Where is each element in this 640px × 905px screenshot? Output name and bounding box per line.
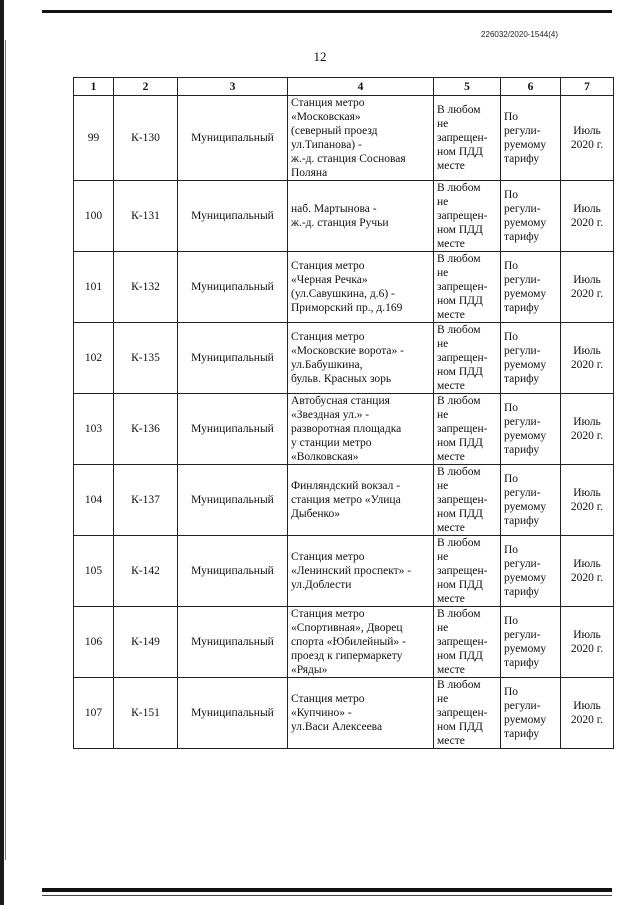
route-path-line: проезд к гипермаркету	[291, 650, 403, 662]
row-number: 106	[84, 636, 103, 648]
route-code-cell	[114, 252, 178, 323]
route-code: К-135	[131, 352, 160, 364]
column-header: 5	[434, 78, 501, 96]
stop-procedure-line: В любом	[437, 395, 481, 407]
stop-procedure-line: не	[437, 118, 449, 130]
start-date-line: 2020 г.	[570, 139, 604, 151]
scan-edge-line	[5, 40, 6, 860]
column-header: 1	[74, 78, 114, 96]
tariff-type-line: тарифу	[504, 153, 540, 165]
route-path-cell	[288, 678, 434, 749]
stop-procedure-line: ном ПДД	[437, 508, 483, 520]
stop-procedure-cell	[434, 252, 501, 323]
column-header: 7	[561, 78, 614, 96]
row-number: 101	[84, 281, 103, 293]
tariff-type-line: По	[504, 331, 519, 343]
route-type-cell	[178, 678, 288, 749]
stop-procedure-line: месте	[437, 451, 465, 463]
stop-procedure-line: В любом	[437, 253, 481, 265]
stop-procedure-line: месте	[437, 309, 465, 321]
start-date-line: 2020 г.	[570, 714, 604, 726]
route-path-line: Станция метро	[291, 693, 365, 705]
row-number: 99	[87, 132, 100, 144]
stop-procedure-line: месте	[437, 380, 465, 392]
tariff-type-line: тарифу	[504, 444, 540, 456]
stop-procedure-line: В любом	[437, 104, 481, 116]
start-date-line: Июль	[573, 629, 601, 641]
stop-procedure-line: не	[437, 693, 449, 705]
table-row	[74, 394, 614, 465]
route-path-line: у станции метро	[291, 437, 372, 449]
route-path-line: «Ленинский проспект» -	[291, 565, 412, 577]
start-date-line: 2020 г.	[570, 430, 604, 442]
route-code-cell	[114, 607, 178, 678]
tariff-type-line: По	[504, 189, 519, 201]
route-path-cell	[288, 181, 434, 252]
tariff-type-line: По	[504, 686, 519, 698]
stop-procedure-line: запрещен-	[437, 281, 488, 293]
table-row	[74, 96, 614, 181]
row-number: 105	[84, 565, 103, 577]
stop-procedure-line: месте	[437, 238, 465, 250]
table-row	[74, 181, 614, 252]
stop-procedure-line: ном ПДД	[437, 146, 483, 158]
row-number: 100	[84, 210, 103, 222]
route-code: К-131	[131, 210, 160, 222]
start-date-cell	[561, 323, 614, 394]
tariff-type-line: руемому	[504, 217, 547, 229]
stop-procedure-line: не	[437, 480, 449, 492]
start-date-line: Июль	[573, 700, 601, 712]
stop-procedure-line: не	[437, 551, 449, 563]
row-number: 104	[84, 494, 103, 506]
route-type: Муниципальный	[191, 281, 274, 293]
route-type: Муниципальный	[191, 636, 274, 648]
start-date-line: 2020 г.	[570, 643, 604, 655]
stop-procedure-line: не	[437, 409, 449, 421]
route-path-cell	[288, 394, 434, 465]
route-path-line: «Московские ворота» -	[291, 345, 404, 357]
table-row	[74, 252, 614, 323]
bottom-rule	[42, 888, 612, 892]
tariff-type-line: руемому	[504, 501, 547, 513]
route-code-cell	[114, 96, 178, 181]
stop-procedure-line: В любом	[437, 679, 481, 691]
stop-procedure-line: ном ПДД	[437, 295, 483, 307]
tariff-type-line: руемому	[504, 359, 547, 371]
stop-procedure-line: В любом	[437, 466, 481, 478]
start-date-line: Июль	[573, 487, 601, 499]
route-code: К-151	[131, 707, 160, 719]
route-path-line: бульв. Красных зорь	[291, 373, 392, 385]
stop-procedure-line: запрещен-	[437, 565, 488, 577]
start-date-cell	[561, 252, 614, 323]
tariff-type-line: тарифу	[504, 728, 540, 740]
route-type: Муниципальный	[191, 132, 274, 144]
route-path-line: «Спортивная», Дворец	[291, 622, 403, 634]
route-code: К-136	[131, 423, 160, 435]
route-type: Муниципальный	[191, 494, 274, 506]
route-type-cell	[178, 607, 288, 678]
tariff-type-line: По	[504, 544, 519, 556]
route-path-line: разворотная площадка	[291, 423, 402, 435]
route-path-line: «Волковская»	[291, 451, 359, 463]
route-path-line: Станция метро	[291, 608, 365, 620]
route-type-cell	[178, 96, 288, 181]
route-path-line: «Звездная ул.» -	[291, 409, 370, 421]
route-path-line: Станция метро	[291, 97, 365, 109]
tariff-type-line: тарифу	[504, 586, 540, 598]
route-path-line: Станция метро	[291, 260, 365, 272]
route-code-cell	[114, 536, 178, 607]
route-code-cell	[114, 678, 178, 749]
route-type-cell	[178, 252, 288, 323]
stop-procedure-line: ном ПДД	[437, 650, 483, 662]
tariff-type-line: тарифу	[504, 515, 540, 527]
row-number-cell	[74, 252, 114, 323]
tariff-type-cell	[501, 536, 561, 607]
start-date-line: 2020 г.	[570, 288, 604, 300]
column-header: 2	[114, 78, 178, 96]
route-path-line: ул.Типанова) -	[291, 139, 362, 151]
route-path-line: «Ряды»	[291, 664, 328, 676]
row-number-cell	[74, 536, 114, 607]
start-date-line: Июль	[573, 558, 601, 570]
stop-procedure-line: не	[437, 622, 449, 634]
stop-procedure-line: В любом	[437, 608, 481, 620]
route-type-cell	[178, 394, 288, 465]
stop-procedure-line: запрещен-	[437, 423, 488, 435]
route-path-line: ж.-д. станция Ручьи	[291, 217, 389, 229]
start-date-line: Июль	[573, 345, 601, 357]
start-date-line: Июль	[573, 416, 601, 428]
stop-procedure-line: запрещен-	[437, 210, 488, 222]
route-type: Муниципальный	[191, 707, 274, 719]
route-path-line: Дыбенко»	[291, 508, 341, 520]
stop-procedure-cell	[434, 323, 501, 394]
stop-procedure-line: запрещен-	[437, 494, 488, 506]
row-number-cell	[74, 96, 114, 181]
route-path-line: спорта «Юбилейный» -	[291, 636, 406, 648]
stop-procedure-line: запрещен-	[437, 707, 488, 719]
tariff-type-line: По	[504, 615, 519, 627]
start-date-cell	[561, 607, 614, 678]
route-type: Муниципальный	[191, 423, 274, 435]
route-type-cell	[178, 465, 288, 536]
route-code-cell	[114, 394, 178, 465]
start-date-cell	[561, 678, 614, 749]
tariff-type-line: регули-	[504, 700, 541, 712]
route-path-line: Приморский пр., д.169	[291, 302, 403, 314]
stop-procedure-line: ном ПДД	[437, 721, 483, 733]
stop-procedure-line: месте	[437, 522, 465, 534]
stop-procedure-line: запрещен-	[437, 636, 488, 648]
tariff-type-line: регули-	[504, 345, 541, 357]
column-header: 6	[501, 78, 561, 96]
stop-procedure-line: запрещен-	[437, 132, 488, 144]
tariff-type-cell	[501, 465, 561, 536]
route-path-line: «Московская»	[291, 111, 361, 123]
stop-procedure-line: не	[437, 338, 449, 350]
row-number: 103	[84, 423, 103, 435]
column-header: 4	[288, 78, 434, 96]
stop-procedure-line: В любом	[437, 324, 481, 336]
tariff-type-line: руемому	[504, 714, 547, 726]
route-path-line: Поляна	[291, 167, 328, 179]
stop-procedure-line: месте	[437, 735, 465, 747]
row-number-cell	[74, 181, 114, 252]
page-number: 12	[313, 49, 327, 64]
stop-procedure-line: В любом	[437, 182, 481, 194]
column-header: 3	[178, 78, 288, 96]
stop-procedure-cell	[434, 678, 501, 749]
route-code-cell	[114, 323, 178, 394]
row-number-cell	[74, 465, 114, 536]
stop-procedure-line: месте	[437, 160, 465, 172]
stop-procedure-line: не	[437, 267, 449, 279]
start-date-cell	[561, 96, 614, 181]
start-date-cell	[561, 465, 614, 536]
tariff-type-line: руемому	[504, 430, 547, 442]
stop-procedure-line: ном ПДД	[437, 366, 483, 378]
route-code: К-149	[131, 636, 160, 648]
route-code: К-142	[131, 565, 160, 577]
tariff-type-cell	[501, 394, 561, 465]
route-code-cell	[114, 465, 178, 536]
route-type-cell	[178, 181, 288, 252]
start-date-cell	[561, 181, 614, 252]
route-type: Муниципальный	[191, 352, 274, 364]
tariff-type-line: регули-	[504, 558, 541, 570]
row-number-cell	[74, 394, 114, 465]
stop-procedure-line: ном ПДД	[437, 579, 483, 591]
route-path-line: Станция метро	[291, 331, 365, 343]
tariff-type-line: регули-	[504, 416, 541, 428]
tariff-type-line: тарифу	[504, 231, 540, 243]
route-path-cell	[288, 465, 434, 536]
bottom-rule-thin	[42, 895, 612, 896]
route-path-line: Финляндский вокзал -	[291, 480, 401, 492]
tariff-type-line: регули-	[504, 629, 541, 641]
route-code: К-132	[131, 281, 160, 293]
row-number: 107	[84, 707, 103, 719]
table-row	[74, 323, 614, 394]
stop-procedure-line: месте	[437, 664, 465, 676]
tariff-type-cell	[501, 323, 561, 394]
start-date-line: Июль	[573, 125, 601, 137]
route-path-line: (северный проезд	[291, 125, 378, 137]
route-path-cell	[288, 323, 434, 394]
table-header-row	[74, 78, 614, 96]
route-type-cell	[178, 323, 288, 394]
row-number-cell	[74, 678, 114, 749]
tariff-type-line: регули-	[504, 274, 541, 286]
route-path-cell	[288, 536, 434, 607]
route-path-line: Автобусная станция	[291, 395, 390, 407]
route-code-cell	[114, 181, 178, 252]
tariff-type-line: По	[504, 111, 519, 123]
document-code: 226032/2020-1544(4)	[481, 30, 558, 39]
stop-procedure-line: запрещен-	[437, 352, 488, 364]
route-type-cell	[178, 536, 288, 607]
table-row	[74, 465, 614, 536]
start-date-cell	[561, 394, 614, 465]
tariff-type-line: регули-	[504, 125, 541, 137]
route-path-line: ул.Васи Алексеева	[291, 721, 383, 733]
route-path-line: ул.Бабушкина,	[291, 359, 363, 371]
stop-procedure-cell	[434, 465, 501, 536]
tariff-type-line: По	[504, 473, 519, 485]
row-number-cell	[74, 323, 114, 394]
route-path-line: «Черная Речка»	[291, 274, 368, 286]
route-code: К-130	[131, 132, 160, 144]
scan-edge	[0, 0, 4, 905]
start-date-line: 2020 г.	[570, 572, 604, 584]
route-code: К-137	[131, 494, 160, 506]
route-path-cell	[288, 252, 434, 323]
stop-procedure-cell	[434, 96, 501, 181]
tariff-type-line: тарифу	[504, 302, 540, 314]
tariff-type-cell	[501, 181, 561, 252]
stop-procedure-line: ном ПДД	[437, 224, 483, 236]
route-path-line: наб. Мартынова -	[291, 203, 377, 215]
stop-procedure-cell	[434, 181, 501, 252]
start-date-line: Июль	[573, 203, 601, 215]
stop-procedure-cell	[434, 607, 501, 678]
route-path-line: «Купчино» -	[291, 707, 352, 719]
stop-procedure-cell	[434, 536, 501, 607]
table-row	[74, 536, 614, 607]
tariff-type-line: руемому	[504, 288, 547, 300]
routes-table	[73, 77, 614, 749]
stop-procedure-line: ном ПДД	[437, 437, 483, 449]
table-row	[74, 607, 614, 678]
stop-procedure-line: месте	[437, 593, 465, 605]
route-path-line: станция метро «Улица	[291, 494, 401, 506]
tariff-type-cell	[501, 607, 561, 678]
tariff-type-line: руемому	[504, 139, 547, 151]
route-type: Муниципальный	[191, 210, 274, 222]
route-path-line: ул.Доблести	[291, 579, 352, 591]
row-number-cell	[74, 607, 114, 678]
tariff-type-cell	[501, 96, 561, 181]
route-path-cell	[288, 607, 434, 678]
tariff-type-line: По	[504, 402, 519, 414]
stop-procedure-line: не	[437, 196, 449, 208]
tariff-type-line: тарифу	[504, 373, 540, 385]
tariff-type-cell	[501, 678, 561, 749]
table-row	[74, 678, 614, 749]
tariff-type-cell	[501, 252, 561, 323]
top-rule	[42, 10, 612, 13]
start-date-line: Июль	[573, 274, 601, 286]
tariff-type-line: руемому	[504, 643, 547, 655]
stop-procedure-cell	[434, 394, 501, 465]
route-path-cell	[288, 96, 434, 181]
row-number: 102	[84, 352, 103, 364]
start-date-cell	[561, 536, 614, 607]
tariff-type-line: тарифу	[504, 657, 540, 669]
start-date-line: 2020 г.	[570, 359, 604, 371]
route-type: Муниципальный	[191, 565, 274, 577]
tariff-type-line: регули-	[504, 487, 541, 499]
stop-procedure-line: В любом	[437, 537, 481, 549]
route-path-line: (ул.Савушкина, д.6) -	[291, 288, 395, 300]
route-path-line: Станция метро	[291, 551, 365, 563]
tariff-type-line: регули-	[504, 203, 541, 215]
tariff-type-line: руемому	[504, 572, 547, 584]
start-date-line: 2020 г.	[570, 501, 604, 513]
route-path-line: ж.-д. станция Сосновая	[291, 153, 406, 165]
start-date-line: 2020 г.	[570, 217, 604, 229]
tariff-type-line: По	[504, 260, 519, 272]
